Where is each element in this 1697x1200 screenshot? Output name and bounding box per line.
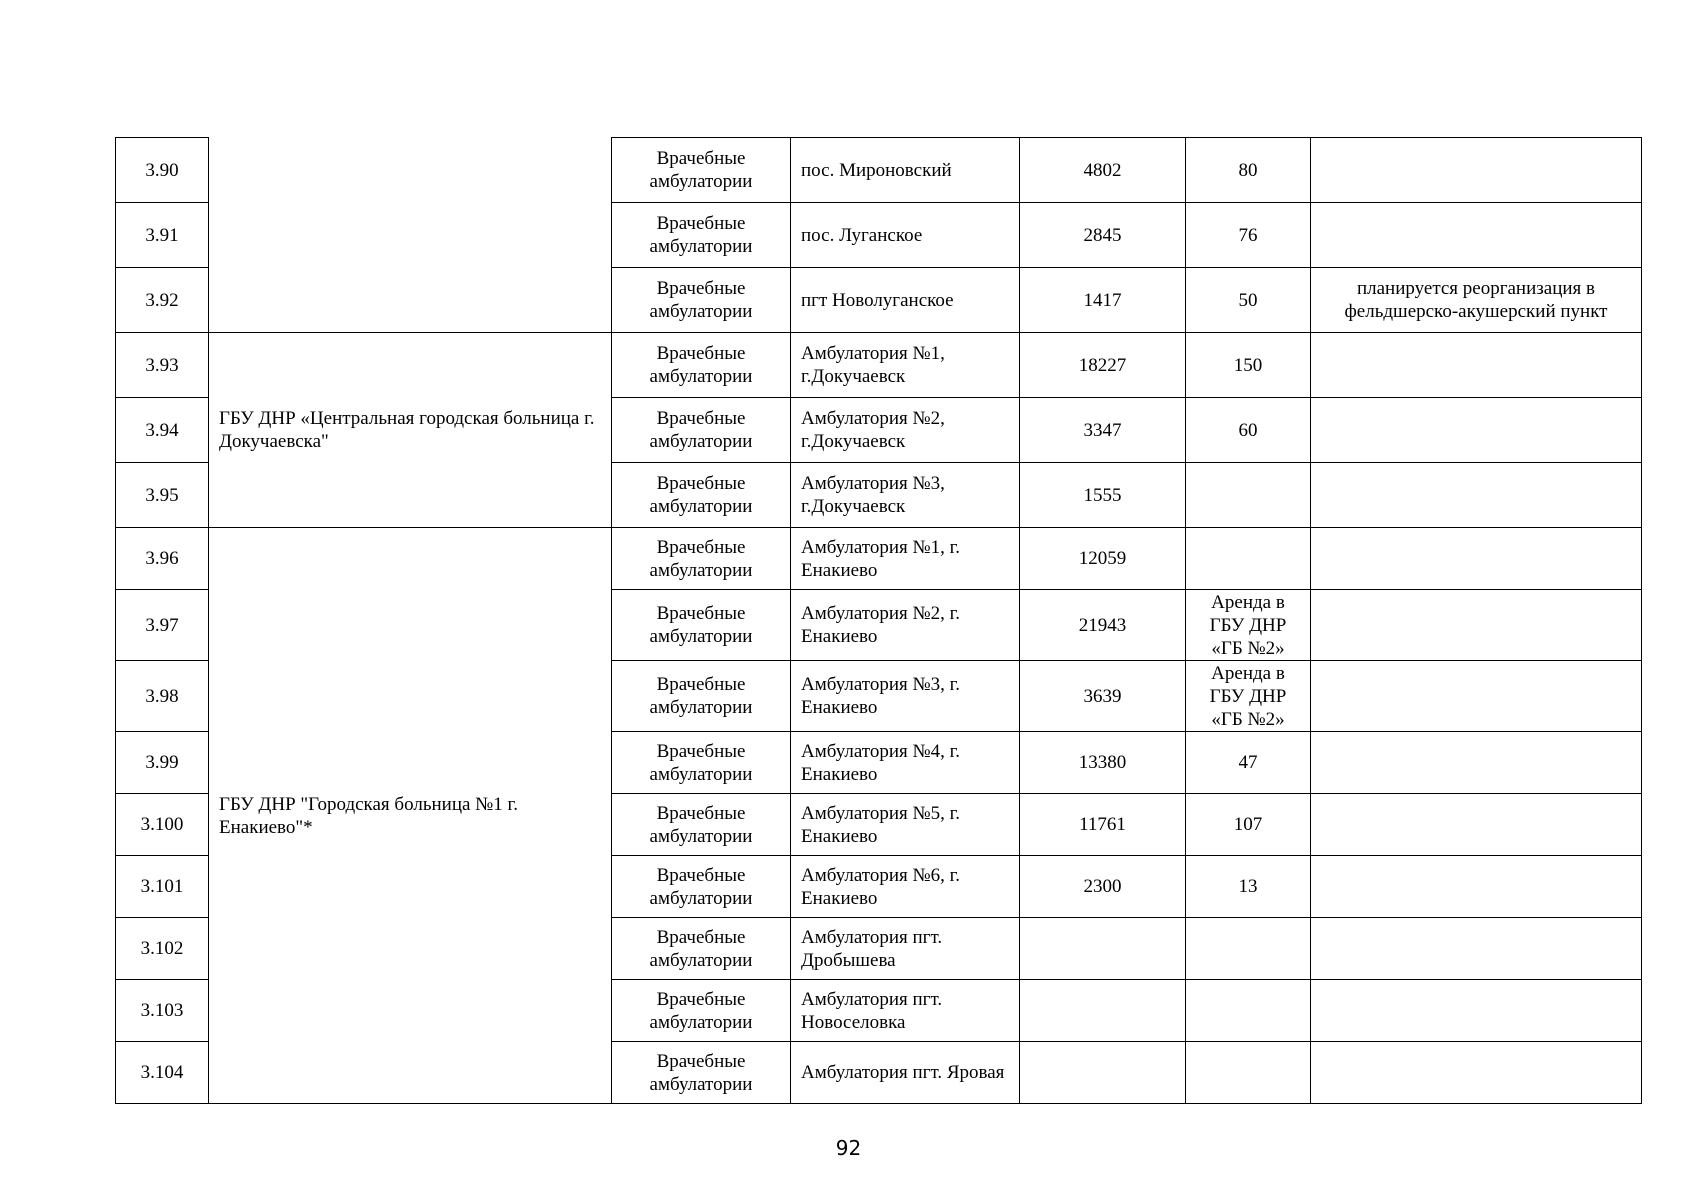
facility-type: Врачебные амбулатории <box>612 590 791 661</box>
facility-type: Врачебные амбулатории <box>612 856 791 918</box>
area-value: 13 <box>1186 856 1311 918</box>
row-number: 3.101 <box>116 856 209 918</box>
population-value: 4802 <box>1020 138 1186 203</box>
row-number: 3.90 <box>116 138 209 203</box>
note-cell <box>1311 528 1642 590</box>
row-number: 3.94 <box>116 398 209 463</box>
area-value: Аренда в ГБУ ДНР «ГБ №2» <box>1186 661 1311 732</box>
facility-location: пос. Мироновский <box>791 138 1020 203</box>
facility-type: Врачебные амбулатории <box>612 333 791 398</box>
facility-location: Амбулатория №1, г.Докучаевск <box>791 333 1020 398</box>
population-value: 18227 <box>1020 333 1186 398</box>
population-value <box>1020 918 1186 980</box>
note-cell <box>1311 333 1642 398</box>
area-value: 60 <box>1186 398 1311 463</box>
population-value: 13380 <box>1020 732 1186 794</box>
facility-location: Амбулатория пгт. Новоселовка <box>791 980 1020 1042</box>
facility-type: Врачебные амбулатории <box>612 732 791 794</box>
population-value: 3347 <box>1020 398 1186 463</box>
facility-location: Амбулатория №5, г. Енакиево <box>791 794 1020 856</box>
area-value <box>1186 1042 1311 1104</box>
row-number: 3.100 <box>116 794 209 856</box>
facility-location: пгт Новолуганское <box>791 268 1020 333</box>
area-value <box>1186 528 1311 590</box>
facility-type: Врачебные амбулатории <box>612 918 791 980</box>
table-row <box>116 138 1642 203</box>
area-value: 80 <box>1186 138 1311 203</box>
row-number: 3.103 <box>116 980 209 1042</box>
row-number: 3.99 <box>116 732 209 794</box>
note-cell <box>1311 856 1642 918</box>
row-number: 3.98 <box>116 661 209 732</box>
facility-type: Врачебные амбулатории <box>612 528 791 590</box>
organization-name: ГБУ ДНР «Центральная городская больница г. Докучаевска" <box>209 333 612 528</box>
row-number: 3.104 <box>116 1042 209 1104</box>
area-value <box>1186 463 1311 528</box>
row-number: 3.93 <box>116 333 209 398</box>
note-cell <box>1311 463 1642 528</box>
facility-type: Врачебные амбулатории <box>612 794 791 856</box>
facility-type: Врачебные амбулатории <box>612 398 791 463</box>
row-number: 3.95 <box>116 463 209 528</box>
facilities-table <box>115 137 1642 1104</box>
facility-type: Врачебные амбулатории <box>612 1042 791 1104</box>
row-number: 3.96 <box>116 528 209 590</box>
area-value: 107 <box>1186 794 1311 856</box>
facility-type: Врачебные амбулатории <box>612 661 791 732</box>
population-value: 2300 <box>1020 856 1186 918</box>
area-value: 76 <box>1186 203 1311 268</box>
area-value: 150 <box>1186 333 1311 398</box>
note-cell <box>1311 203 1642 268</box>
table-row <box>116 528 1642 590</box>
note-cell <box>1311 732 1642 794</box>
area-value: 50 <box>1186 268 1311 333</box>
facility-type: Врачебные амбулатории <box>612 138 791 203</box>
facility-location: Амбулатория №3, г. Енакиево <box>791 661 1020 732</box>
facility-location: Амбулатория №4, г. Енакиево <box>791 732 1020 794</box>
note-cell <box>1311 661 1642 732</box>
population-value <box>1020 1042 1186 1104</box>
note-cell <box>1311 138 1642 203</box>
row-number: 3.91 <box>116 203 209 268</box>
row-number: 3.102 <box>116 918 209 980</box>
facility-location: Амбулатория пгт. Яровая <box>791 1042 1020 1104</box>
population-value <box>1020 980 1186 1042</box>
facility-location: Амбулатория №3, г.Докучаевск <box>791 463 1020 528</box>
area-value <box>1186 918 1311 980</box>
facility-type: Врачебные амбулатории <box>612 203 791 268</box>
table-row <box>116 333 1642 398</box>
note-cell <box>1311 590 1642 661</box>
population-value: 1555 <box>1020 463 1186 528</box>
row-number: 3.92 <box>116 268 209 333</box>
facility-type: Врачебные амбулатории <box>612 268 791 333</box>
population-value: 11761 <box>1020 794 1186 856</box>
facility-location: Амбулатория №1, г. Енакиево <box>791 528 1020 590</box>
facility-type: Врачебные амбулатории <box>612 463 791 528</box>
area-value <box>1186 980 1311 1042</box>
organization-cell <box>209 138 612 333</box>
facility-type: Врачебные амбулатории <box>612 980 791 1042</box>
area-value: Аренда в ГБУ ДНР «ГБ №2» <box>1186 590 1311 661</box>
population-value: 12059 <box>1020 528 1186 590</box>
note-cell <box>1311 1042 1642 1104</box>
facility-location: Амбулатория №2, г. Енакиево <box>791 590 1020 661</box>
note-cell <box>1311 980 1642 1042</box>
row-number: 3.97 <box>116 590 209 661</box>
facility-location: Амбулатория №6, г. Енакиево <box>791 856 1020 918</box>
note-cell <box>1311 918 1642 980</box>
page-number: 92 <box>835 1136 862 1160</box>
population-value: 3639 <box>1020 661 1186 732</box>
note-cell <box>1311 398 1642 463</box>
facility-location: Амбулатория пгт. Дробышева <box>791 918 1020 980</box>
population-value: 21943 <box>1020 590 1186 661</box>
area-value: 47 <box>1186 732 1311 794</box>
organization-name: ГБУ ДНР "Городская больница №1 г. Енакиево"* <box>209 528 612 1104</box>
facility-location: Амбулатория №2, г.Докучаевск <box>791 398 1020 463</box>
note-cell: планируется реорганизация в фельдшерско-акушерский пункт <box>1311 268 1642 333</box>
note-cell <box>1311 794 1642 856</box>
population-value: 2845 <box>1020 203 1186 268</box>
facility-location: пос. Луганское <box>791 203 1020 268</box>
population-value: 1417 <box>1020 268 1186 333</box>
